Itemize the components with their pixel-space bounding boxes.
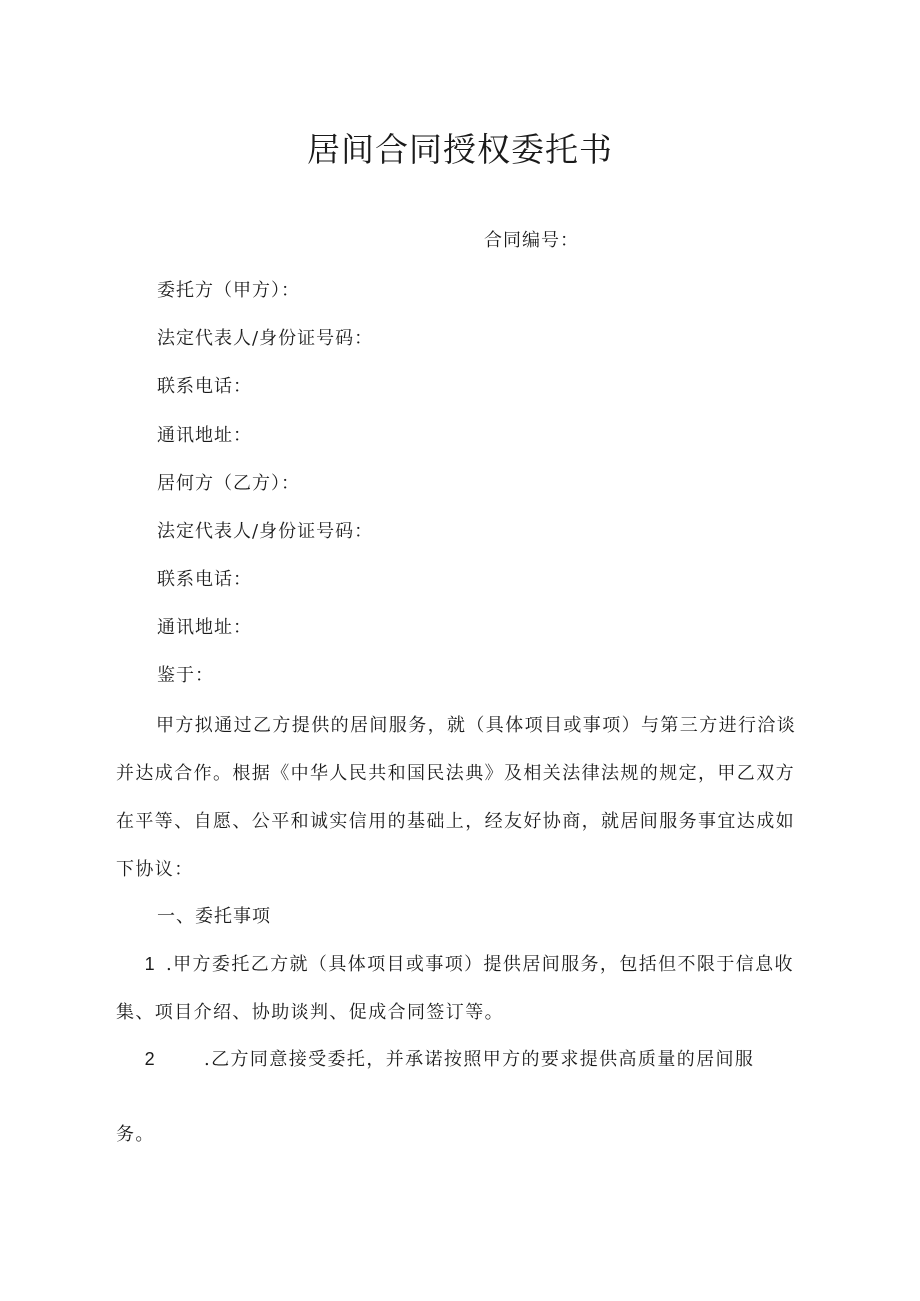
party-b-phone-label: 联系电话：: [157, 569, 252, 590]
item-1-number: 1: [144, 954, 156, 974]
party-a-label: 委托方（甲方）：: [157, 280, 300, 301]
section-1-item-2: [116, 1040, 806, 1154]
party-b-address-label: 通讯地址：: [157, 617, 252, 638]
preamble-paragraph: 甲方拟通过乙方提供的居间服务，就（具体项目或事项）与第三方进行洽谈并达成合作。根据《中华人民共和国民法典》及相关法律法规的规定，甲乙双方在平等、自愿、公平和诚实信用的基础上，经友好协商，就居间服务事宜达成如下协议：: [116, 715, 797, 880]
item-2-first-line: [116, 1040, 806, 1078]
item-1-text: .甲方委托乙方就（具体项目或事项）提供居间服务，包括但不限于信息收集、项目介绍、协助谈判、促成合同签订等。: [116, 954, 794, 1023]
document-title: 居间合同授权委托书: [307, 130, 613, 169]
item-2-text-line-2: 务。: [116, 1124, 155, 1145]
party-a-phone-label: 联系电话：: [157, 376, 252, 397]
party-a-address-label: 通讯地址：: [157, 425, 252, 446]
item-2-text-line-1: .乙方同意接受委托，并承诺按照甲方的要求提供高质量的居间服: [204, 1049, 755, 1070]
party-b-label: 居何方（乙方）：: [157, 473, 300, 494]
contract-number-label: 合同编号：: [484, 230, 579, 251]
item-2-number: 2: [144, 1049, 156, 1069]
whereas-label: 鉴于：: [157, 665, 214, 686]
party-b-representative-label: 法定代表人/身份证号码：: [157, 521, 374, 542]
section-1-item-1: [116, 940, 806, 1037]
party-a-representative-label: 法定代表人/身份证号码：: [157, 328, 374, 349]
section-1-heading: 一、委托事项: [157, 906, 271, 927]
